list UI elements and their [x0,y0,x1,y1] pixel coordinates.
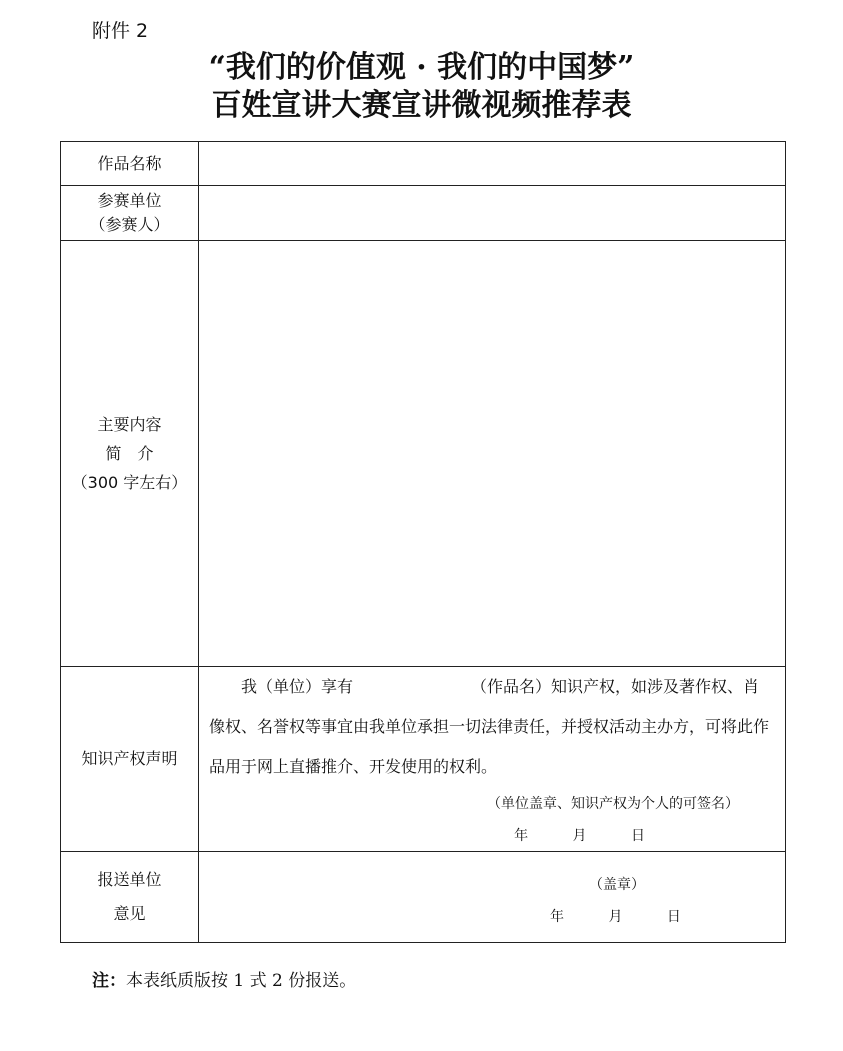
attachment-label: 附件 2 [92,20,149,42]
opinion-date: 年 月 日 [550,909,681,925]
summary-label: 主要内容 简介 （300 字左右） [61,241,199,667]
opinion-seal: （盖章） [589,877,645,893]
ip-label: 知识产权声明 [61,667,199,852]
recommendation-form-table [60,141,786,943]
row-ip-declaration [61,667,786,852]
ip-stamp-note: （单位盖章、知识产权为个人的可签名） [487,796,739,812]
opinion-field[interactable] [199,852,786,943]
row-summary [61,241,786,667]
ip-date: 年 月 日 [514,828,645,844]
row-opinion [61,852,786,943]
footer-note: 注：本表纸质版按 1 式 2 份报送。 [92,971,357,991]
row-unit [61,186,786,241]
opinion-label: 报送单位 意见 [61,852,199,943]
work-name-label: 作品名称 [61,142,199,186]
form-title-line1: “我们的价值观 · 我们的中国梦” [208,50,635,85]
unit-label: 参赛单位 （参赛人） [61,186,199,241]
summary-field[interactable] [199,241,786,667]
ip-declaration-text: 我（单位）享有 （作品名）知识产权，如涉及著作权、肖像权、名誉权等事宜由我单位承担一切法律责任，并授权活动主办方，可将此作品用于网上直播推介、开发使用的权利。 [209,677,770,776]
ip-declaration-cell[interactable] [199,667,786,852]
unit-field[interactable] [199,186,786,241]
work-name-field[interactable] [199,142,786,186]
form-title-line2: 百姓宣讲大赛宣讲微视频推荐表 [211,88,632,123]
row-work-name [61,142,786,186]
